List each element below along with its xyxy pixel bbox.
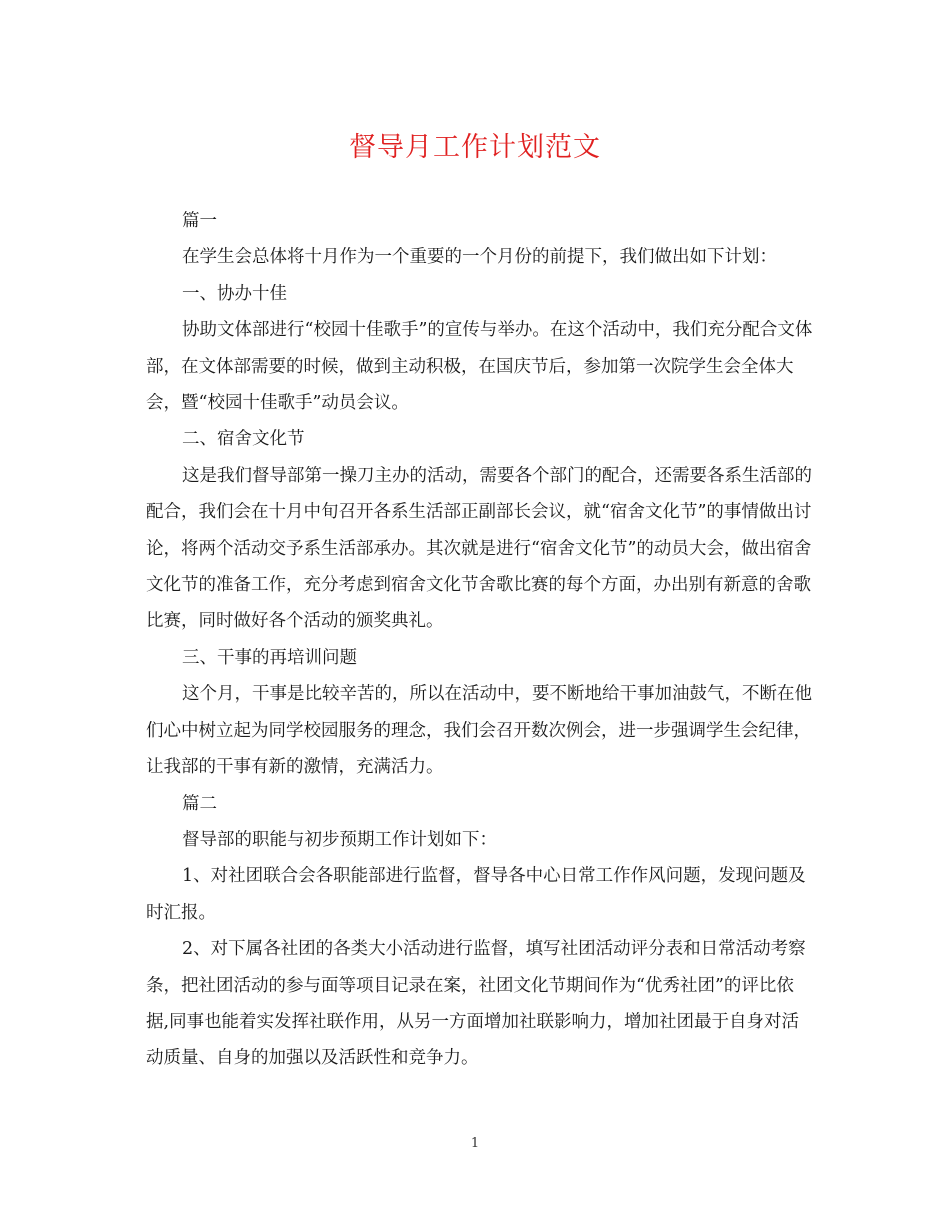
section-heading-part-one: 篇一 [182, 211, 217, 231]
list-item: 1、对社团联合会各职能部进行监督，督导各中心日常工作作风问题，发现问题及时汇报。 [146, 866, 806, 923]
section-heading: 二、宿舍文化节 [182, 429, 305, 450]
paragraph: 协助文体部进行“校园十佳歌手”的宣传与举办。在这个活动中，我们充分配合文体部，在文体部需要的时候，做到主动积极，在国庆节后，参加第一次院学生会全体大会，暨“校园十佳歌手”动员会议。 [146, 320, 813, 414]
document-body [146, 203, 816, 1077]
paragraph: 这个月，干事是比较辛苦的，所以在活动中，要不断地给干事加油鼓气，不断在他们心中树立起为同学校园服务的理念，我们会召开数次例会，进一步强调学生会纪律，让我部的干事有新的激情，充满活力。 [146, 684, 812, 778]
section-heading: 一、协办十佳 [182, 283, 287, 304]
section-heading: 三、干事的再培训问题 [182, 647, 357, 668]
list-item: 2、对下属各社团的各类大小活动进行监督，填写社团活动评分表和日常活动考察条，把社团活动的参与面等项目记录在案，社团文化节期间作为“优秀社团”的评比依据,同事也能着实发挥社联作用，从另一方面增加社联影响力，增加社团最于自身对活动质量、自身的加强以及活跃性和竞争力。 [146, 939, 806, 1069]
paragraph: 督导部的职能与初步预期工作计划如下： [182, 829, 497, 850]
section-heading-part-two: 篇二 [182, 793, 217, 814]
paragraph: 在学生会总体将十月作为一个重要的一个月份的前提下，我们做出如下计划： [182, 247, 777, 268]
paragraph: 这是我们督导部第一操刀主办的活动，需要各个部门的配合，还需要各系生活部的配合，我们会在十月中旬召开各系生活部正副部长会议，就“宿舍文化节”的事情做出讨论，将两个活动交予系生活部承办。其次就是进行“宿舍文化节”的动员大会，做出宿舍文化节的准备工作，充分考虑到宿舍文化节舍歌比赛的每个方面，办出别有新意的舍歌比赛，同时做好各个活动的颁奖典礼。 [146, 465, 812, 632]
document-title: 督导月工作计划范文 [349, 132, 601, 163]
page-number: 1 [470, 1136, 480, 1151]
